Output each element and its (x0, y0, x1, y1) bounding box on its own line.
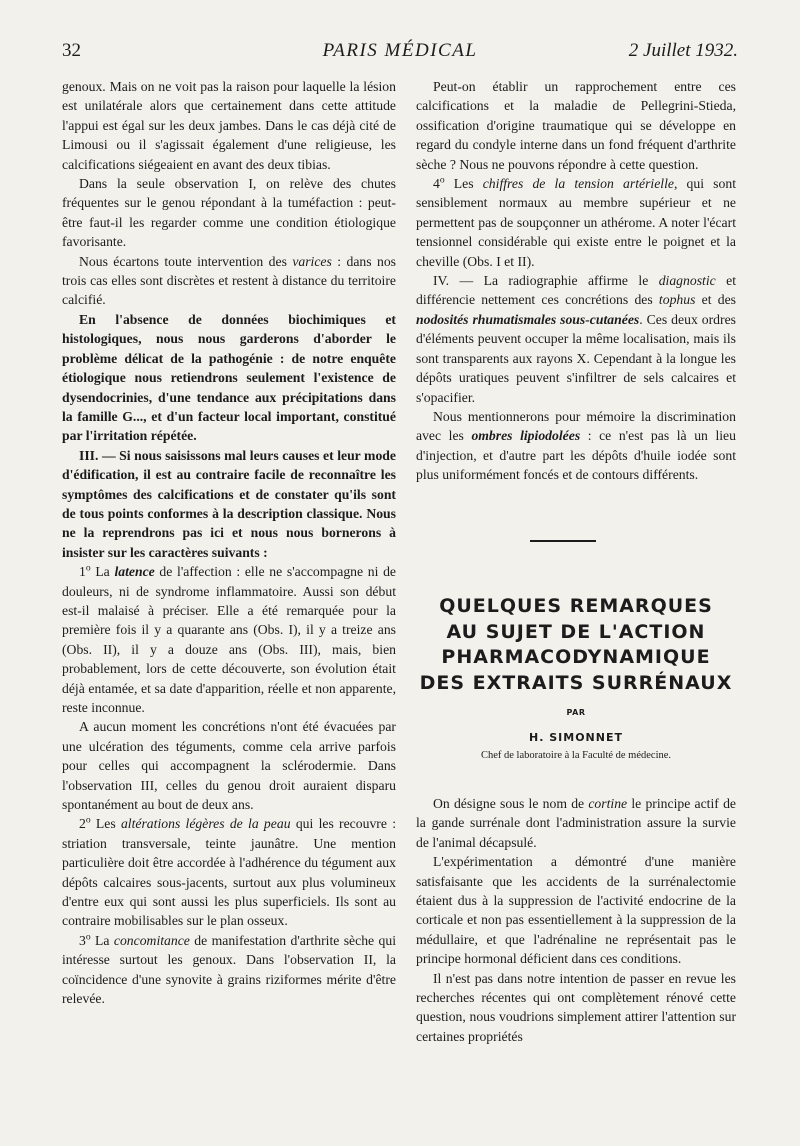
paragraph: Il n'est pas dans notre intention de passer en revue les recherches récentes qui ont complètement rénové cette question, nous voudrions simplement attirer l'attention sur certaines propriétés (416, 970, 736, 1044)
paragraph: 4$^o$ Les chiffres de la tension artérielle, qui sont sensiblement normaux au membre supérieur et ne permettent pas de soupçonner un athérome. A noter l'écart tensionnel considérable qui existe entre le poignet et la cheville (Obs. I et II). (416, 174, 736, 269)
paragraph: III. — Si nous saisissons mal leurs causes et leur mode d'édification, il est au contraire facile de reconnaître les symptômes des calcifications et de constater qu'ils sont de tous points conformes à la description classique. Nous ne la reprendrons pas ici et nous nous bornerons à insister sur les caractères suivants : (62, 447, 396, 560)
article-title (406, 594, 746, 696)
paragraph: 2$^o$ Les altérations légères de la peau qui les recouvre : striation transversale, teinte jaunâtre. Une mention particulière doit être accordée à l'adhérence du tégument aux dépôts calcaires sous-jacents, surtout aux plus volumineux d'entre eux qui sont aussi les plus superficiels. Ils sont au contraire mobilisables sur le plan osseux. (62, 814, 396, 929)
paragraph: Nous écartons toute intervention des varices : dans nos trois cas elles sont discrètes et restent à distance du territoire calcifié. (62, 253, 396, 308)
page-number: 32 (62, 40, 81, 61)
right-column-top (416, 77, 736, 485)
issue-date: 2 Juillet 1932. (628, 40, 738, 61)
title-line: PHARMACODYNAMIQUE (441, 646, 711, 668)
paragraph: Nous mentionnerons pour mémoire la discrimination avec les ombres lipiodolées : ce n'est pas là un lieu d'injection, et d'autre part les dépôts d'huile iodée sont plus uniformément foncés et de contours différents. (416, 408, 736, 483)
left-column (62, 77, 396, 1009)
title-line: QUELQUES REMARQUES (439, 595, 713, 617)
title-line: DES EXTRAITS SURRÉNAUX (419, 671, 733, 694)
paragraph: genoux. Mais on ne voit pas la raison pour laquelle la lésion est unilatérale alors que certainement dans cette attitude l'appui est égal sur les deux jambes. Dans le cas déjà cité de Limousi ou il s'agissait également d'une religieuse, les calcifications siégeaient en avant des deux tibias. (62, 79, 396, 172)
paragraph: Dans la seule observation I, on relève des chutes fréquentes sur le genou répondant à la tuméfaction : peut-être faut-il les regarder comme une condition étiologique favorisante. (62, 176, 396, 250)
paragraph: On désigne sous le nom de cortine le principe actif de la gande surrénale dont l'administration assure la survie de l'animal décapsulé. (416, 796, 736, 850)
paragraph: Peut-on établir un rapprochement entre ces calcifications et la maladie de Pellegrini-Stieda, ossification d'origine traumatique qui se développe en regard du condyle interne dans un fond fréquent d'arthrite sèche ? Nous ne pouvons répondre à cette question. (416, 79, 736, 172)
paragraph: L'expérimentation a démontré d'une manière satisfaisante que les accidents de la surrénalectomie étaient dus à la suppression de l'activité endocrine de la corticale et non pas essentiellement à la suppression de la médullaire, et que l'adrénaline ne représentait pas le principe hormonal déficient dans ces conditions. (416, 854, 736, 967)
journal-title: PARIS MÉDICAL (322, 40, 478, 61)
author-name: H. SIMONNET (529, 731, 623, 744)
paragraph: IV. — La radiographie affirme le diagnostic et différencie nettement ces concrétions des tophus et des nodosités rhumatismales sous-cutanées. Ces deux ordres d'éléments peuvent occuper la même localisation, mais ils sont transparents aux rayons X. Cependant à la longue les dépôts uratiques peuvent s'infiltrer de sels calcaires et s'opacifier. (416, 273, 737, 405)
title-line: AU SUJET DE L'ACTION (446, 620, 706, 643)
paragraph: En l'absence de données biochimiques et histologiques, nous nous garderons d'aborder le problème délicat de la pathogénie : de notre enquête étiologique nous retiendrons seulement l'existence de dysendocrinies, d'une tendance aux précipitations dans la famille G..., et d'un facteur local important, constitué par l'irritation répétée. (62, 311, 396, 444)
running-header (62, 40, 738, 68)
author-affiliation: Chef de laboratoire à la Faculté de médecine. (480, 750, 672, 761)
paragraph: 3$^o$ La concomitance de manifestation d'arthrite sèche qui intéresse surtout les genoux. Dans l'observation II, la coïncidence d'une synovite à grains riziformes mérite d'être relevée. (62, 931, 396, 1007)
paragraph: 1$^o$ La latence de l'affection : elle ne s'accompagne ni de douleurs, ni de syndrome inflammatoire. Aussi son début est-il malaisé à préciser. Elle a été remarquée pour la première fois il y a quarante ans (Obs. I), il y a treize ans (Obs. II), il y a douze ans (Obs. III), mais, bien probablement, lors de cette découverte, son évolution était déjà entamée, et sa date d'apparition, réelle et non apparente, reste inconnue. (62, 562, 397, 715)
article-body (416, 794, 736, 1046)
paragraph: A aucun moment les concrétions n'ont été évacuées par une ulcération des téguments, comme cela arrive parfois pour celles qui accompagnent la sclérodermie. Dans l'observation III, celles du genou droit auraient disparu spontanément au bout de deux ans. (62, 719, 396, 813)
section-divider (530, 540, 596, 542)
byline-par: PAR (566, 708, 586, 717)
